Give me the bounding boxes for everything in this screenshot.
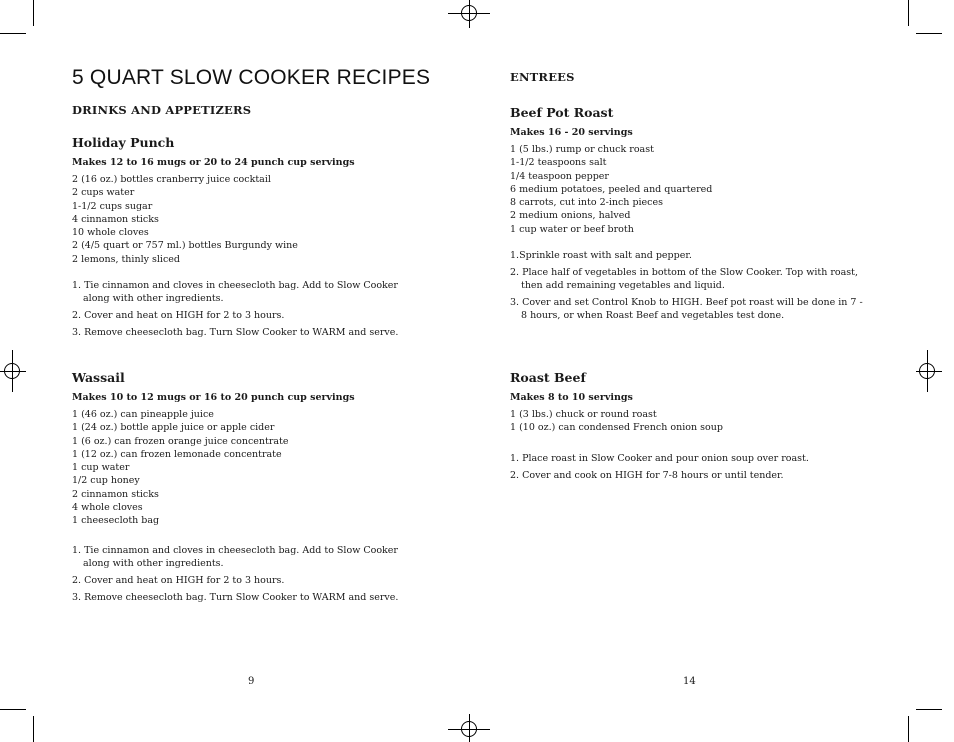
ingredient-item: 1 (12 oz.) can frozen lemonade concentrate — [72, 448, 282, 460]
ingredient-item: 8 carrots, cut into 2-inch pieces — [510, 197, 664, 209]
instruction-step: 1.Sprinkle roast with salt and pepper. — [510, 250, 692, 261]
ingredient-list — [510, 408, 723, 435]
ingredient-item: 2 medium onions, halved — [510, 210, 631, 222]
page-title: 5 QUART SLOW COOKER RECIPES — [72, 66, 431, 89]
page-number: 9 — [248, 676, 255, 687]
ingredient-item: 1 (6 oz.) can frozen orange juice concentrate — [72, 435, 289, 447]
crop-mark — [0, 33, 26, 34]
recipe-servings: Makes 12 to 16 mugs or 20 to 24 punch cup servings — [72, 157, 355, 168]
instruction-step: 1. Place roast in Slow Cooker and pour onion soup over roast. — [510, 453, 809, 464]
ingredient-item: 4 whole cloves — [72, 502, 143, 514]
instruction-step: 3. Remove cheesecloth bag. Turn Slow Cooker to WARM and serve. — [72, 326, 399, 338]
ingredient-item: 1/4 teaspoon pepper — [510, 170, 609, 182]
recipe-servings: Makes 10 to 12 mugs or 16 to 20 punch cup servings — [72, 392, 355, 403]
ingredient-item: 1 (46 oz.) can pineapple juice — [72, 409, 214, 420]
ingredient-list — [72, 408, 288, 528]
ingredient-item: 1 (3 lbs.) chuck or round roast — [510, 409, 657, 420]
crop-mark — [908, 716, 909, 742]
ingredient-item: 4 cinnamon sticks — [72, 213, 159, 225]
instruction-step: 1. Tie cinnamon and cloves in cheesecloth bag. Add to Slow Cooker along with other ingredients. — [72, 280, 398, 305]
crop-mark — [33, 0, 34, 26]
registration-circle — [919, 363, 935, 379]
instruction-step: 2. Cover and heat on HIGH for 2 to 3 hours. — [72, 575, 285, 587]
ingredient-item: 1/2 cup honey — [72, 475, 140, 487]
registration-circle — [461, 721, 477, 737]
recipe-servings: Makes 8 to 10 servings — [510, 392, 633, 403]
instruction-step: 2. Cover and heat on HIGH for 2 to 3 hours. — [72, 310, 285, 322]
ingredient-item: 1-1/2 teaspoons salt — [510, 157, 607, 169]
section-heading-drinks: DRINKS AND APPETIZERS — [72, 103, 252, 117]
ingredient-item: 1 (10 oz.) can condensed French onion soup — [510, 422, 723, 434]
section-heading-entrees: ENTREES — [510, 70, 575, 84]
crop-mark — [916, 33, 942, 34]
ingredient-item: 2 (16 oz.) bottles cranberry juice cocktail — [72, 174, 271, 185]
crop-mark — [916, 709, 942, 710]
instruction-list — [510, 452, 870, 486]
recipe-title-roast-beef: Roast Beef — [510, 370, 586, 385]
recipe-servings: Makes 16 - 20 servings — [510, 127, 633, 138]
ingredient-item: 2 (4/5 quart or 757 ml.) bottles Burgundy wine — [72, 240, 298, 252]
instruction-list — [72, 279, 422, 343]
instruction-step: 2. Place half of vegetables in bottom of the Slow Cooker. Top with roast, then add remaining vegetables and liquid. — [510, 266, 858, 292]
instruction-step: 1. Tie cinnamon and cloves in cheesecloth bag. Add to Slow Cooker along with other ingredients. — [72, 545, 398, 570]
ingredient-list — [510, 143, 712, 236]
ingredient-item: 1 (24 oz.) bottle apple juice or apple cider — [72, 422, 275, 434]
ingredient-item: 2 lemons, thinly sliced — [72, 253, 180, 265]
ingredient-item: 1 cheesecloth bag — [72, 515, 160, 527]
registration-circle — [461, 5, 477, 21]
instruction-step: 3. Remove cheesecloth bag. Turn Slow Cooker to WARM and serve. — [72, 591, 399, 603]
instruction-step: 3. Cover and set Control Knob to HIGH. Beef pot roast will be done in 7 - 8 hours, or when Roast Beef and vegetables test done. — [510, 296, 863, 322]
recipe-title-wassail: Wassail — [72, 370, 125, 385]
crop-mark — [33, 716, 34, 742]
ingredient-item: 10 whole cloves — [72, 227, 149, 239]
page-number: 14 — [683, 676, 696, 687]
instruction-step: 2. Cover and cook on HIGH for 7-8 hours or until tender. — [510, 469, 784, 481]
ingredient-item: 2 cinnamon sticks — [72, 488, 159, 500]
registration-circle — [4, 363, 20, 379]
ingredient-item: 1 cup water or beef broth — [510, 223, 634, 235]
instruction-list — [72, 544, 422, 608]
ingredient-item: 1-1/2 cups sugar — [72, 200, 153, 212]
ingredient-item: 6 medium potatoes, peeled and quartered — [510, 183, 713, 195]
recipe-title-holiday-punch: Holiday Punch — [72, 135, 175, 150]
recipe-title-beef-pot-roast: Beef Pot Roast — [510, 105, 614, 120]
crop-mark — [0, 709, 26, 710]
ingredient-item: 2 cups water — [72, 187, 135, 199]
crop-mark — [908, 0, 909, 26]
ingredient-item: 1 cup water — [72, 462, 130, 474]
instruction-list — [510, 249, 870, 326]
ingredient-list — [72, 173, 298, 266]
ingredient-item: 1 (5 lbs.) rump or chuck roast — [510, 144, 654, 155]
